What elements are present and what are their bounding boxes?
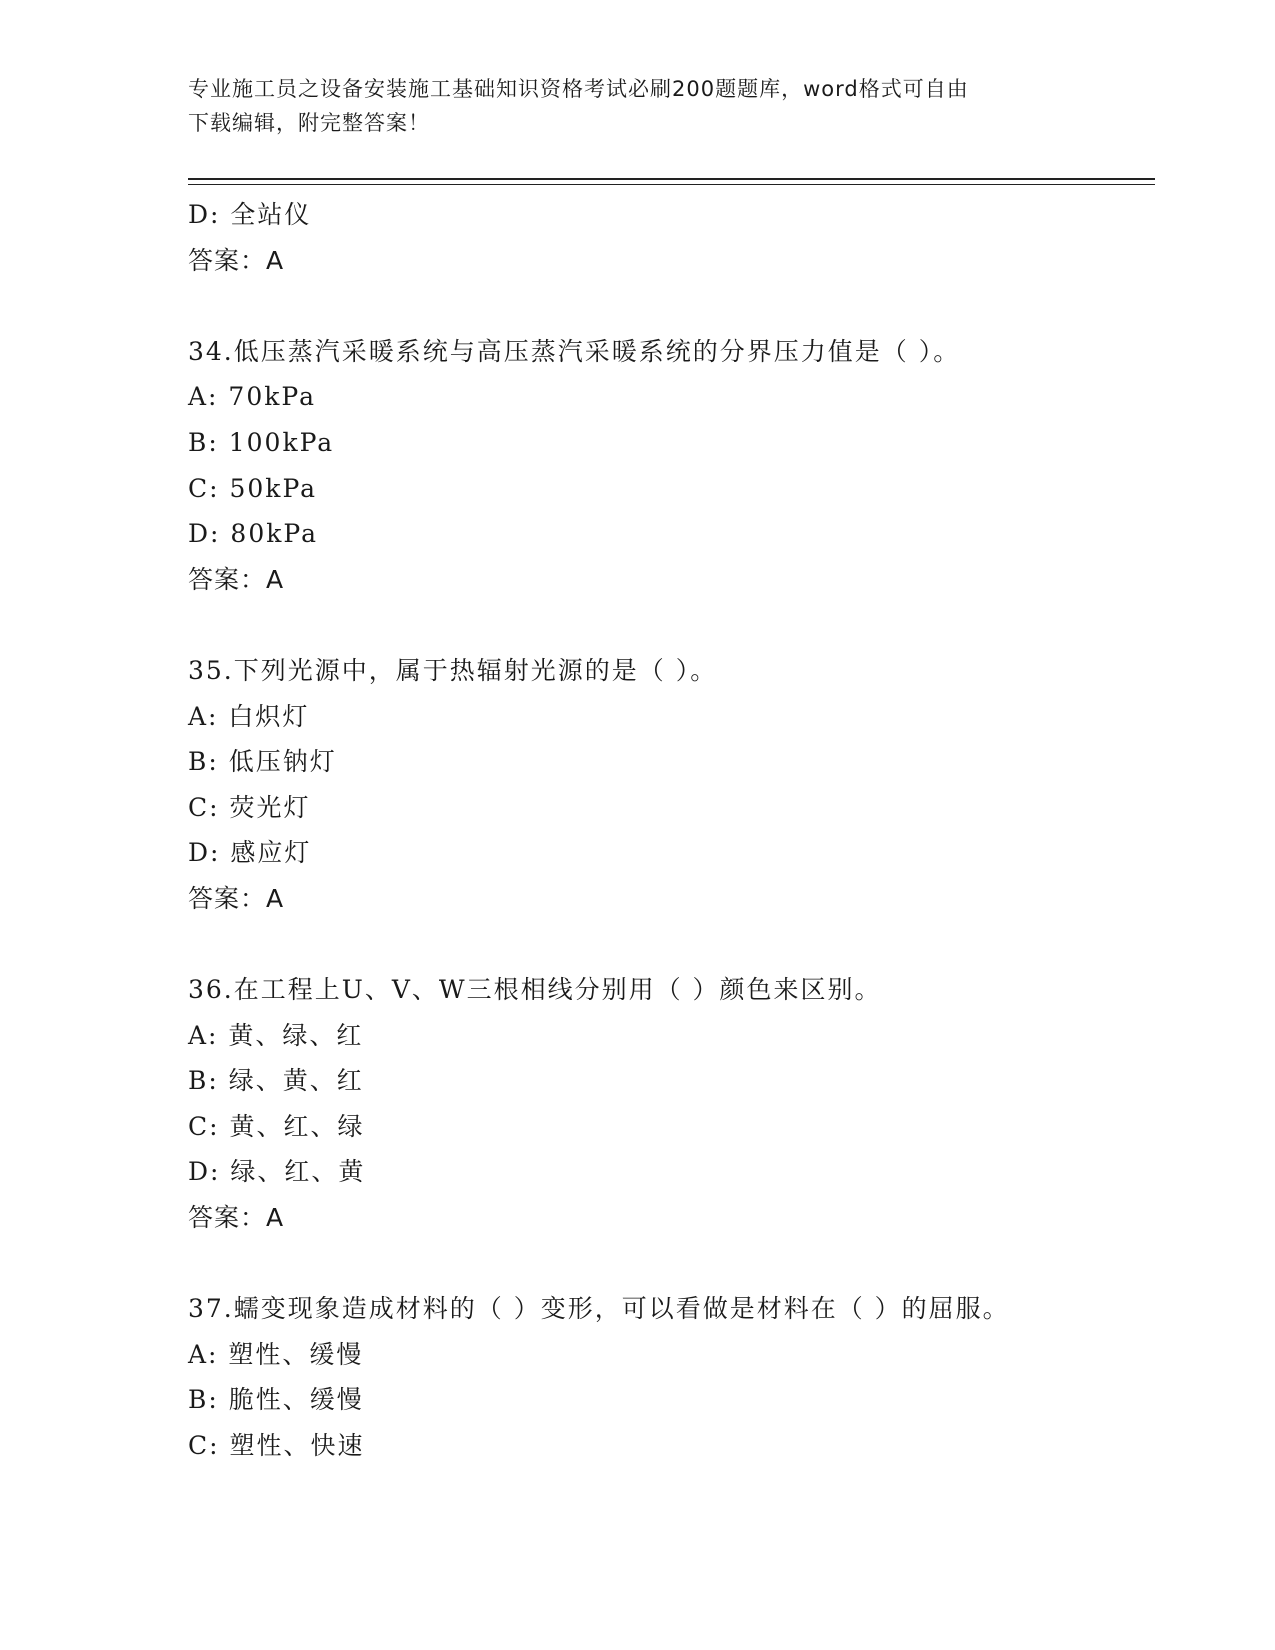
option-a: A: 70kPa xyxy=(188,382,316,412)
header-rule-thin xyxy=(188,184,1155,185)
question-35: 35.下列光源中，属于热辐射光源的是（ ）。 xyxy=(188,655,718,685)
option-c: C: 荧光灯 xyxy=(188,792,311,822)
document-header xyxy=(188,72,1088,140)
header-rule-thick xyxy=(188,178,1155,180)
spacer xyxy=(188,283,1148,329)
option-b: B: 绿、黄、红 xyxy=(188,1066,364,1096)
option-a: A: 白炽灯 xyxy=(188,701,310,731)
option-d: D: 感应灯 xyxy=(188,838,312,868)
spacer xyxy=(188,602,1148,648)
option-c: C: 黄、红、绿 xyxy=(188,1111,365,1141)
answer-line: 答案：A xyxy=(188,1203,285,1233)
option-c: C: 50kPa xyxy=(188,473,318,503)
question-36: 36.在工程上U、V、W三根相线分别用（ ）颜色来区别。 xyxy=(188,975,882,1005)
header-line-1: 专业施工员之设备安装施工基础知识资格考试必刷200题题库，word格式可自由 xyxy=(188,77,969,101)
answer-line: 答案：A xyxy=(188,564,285,594)
question-list xyxy=(188,192,1148,1469)
question-37: 37.蠕变现象造成材料的（ ）变形，可以看做是材料在（ ）的屈服。 xyxy=(188,1294,1010,1324)
option-b: B: 脆性、缓慢 xyxy=(188,1385,364,1415)
answer-line: 答案：A xyxy=(188,245,285,275)
header-line-2: 下载编辑，附完整答案！ xyxy=(188,111,430,135)
option-d: D: 80kPa xyxy=(188,519,318,549)
spacer xyxy=(188,922,1148,968)
answer-line: 答案：A xyxy=(188,883,285,913)
option-c: C: 塑性、快速 xyxy=(188,1431,365,1461)
question-34: 34.低压蒸汽采暖系统与高压蒸汽采暖系统的分界压力值是（ ）。 xyxy=(188,336,961,366)
option-b: B: 100kPa xyxy=(188,427,335,457)
option-a: A: 黄、绿、红 xyxy=(188,1020,364,1050)
option-b: B: 低压钠灯 xyxy=(188,747,337,777)
option-a: A: 塑性、缓慢 xyxy=(188,1339,364,1369)
spacer xyxy=(188,1241,1148,1287)
option-d: D: 绿、红、黄 xyxy=(188,1157,366,1187)
option-d: D: 全站仪 xyxy=(188,200,312,229)
